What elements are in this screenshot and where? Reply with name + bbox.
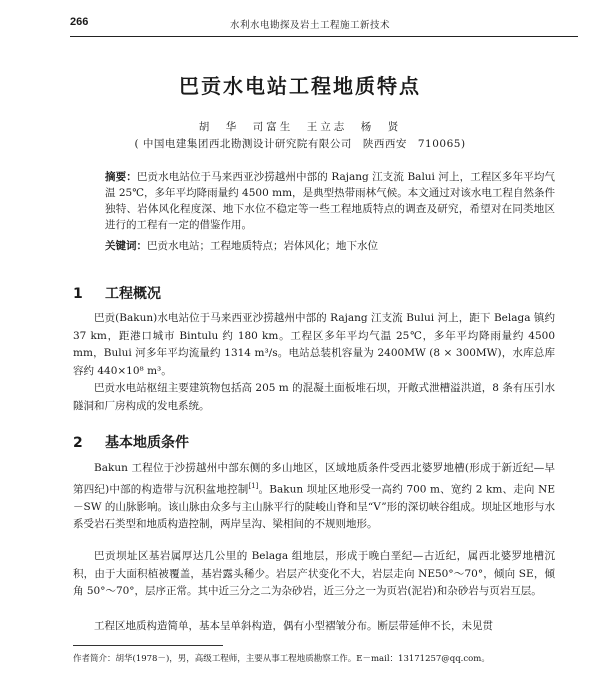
abstract bbox=[105, 169, 555, 233]
section-title: 工程概况 bbox=[105, 286, 161, 302]
affiliation: ( 中国电建集团西北勘测设计研究院有限公司 陕西西安 710065) bbox=[134, 138, 466, 150]
citation: [1] bbox=[248, 481, 259, 490]
author-footnote: 作者简介：胡华(1978－)，男，高级工程师，主要从事工程地质勘察工作。E－mail：13171257@qq.com。 bbox=[73, 654, 490, 664]
abstract-label: 摘要： bbox=[105, 171, 137, 183]
keywords-label: 关键词： bbox=[105, 240, 147, 252]
page-header bbox=[70, 14, 578, 37]
page-number: 266 bbox=[70, 16, 89, 28]
section-title: 基本地质条件 bbox=[105, 435, 189, 451]
keywords bbox=[105, 238, 555, 254]
paragraph: 工程区地质构造简单，基本呈单斜构造，偶有小型褶皱分布。断层带延伸不长，未见贯 bbox=[94, 620, 493, 632]
paragraph bbox=[73, 460, 555, 534]
footnote-divider bbox=[73, 645, 223, 646]
authors: 胡 华 司富生 王立志 杨 贤 bbox=[198, 121, 402, 133]
paragraph: 巴贡水电站枢纽主要建筑物包括高 205 m 的混凝土面板堆石坝，开敞式泄槽溢洪道，8 条有压引水隧洞和厂房构成的发电系统。 bbox=[73, 382, 555, 412]
section-heading-2 bbox=[73, 432, 189, 452]
abstract-text: 巴贡水电站位于马来西亚沙捞越州中部的 Rajang 江支流 Balui 河上，工程区多年平均气温 25℃，多年平均降雨量约 4500 mm，是典型热带雨林气候。本文通过对该水电工程自然条件独特、岩体风化程度深、地下水位不稳定等一些工程地质特点的调查及研究，希望对在同类地区进行的工程有一定的借鉴作用。 bbox=[105, 171, 555, 231]
paragraph: 巴贡坝址区基岩属厚达几公里的 Belaga 组地层，形成于晚白垩纪—古近纪，属西北婆罗地槽沉积，由于大面积植被覆盖，基岩露头稀少。岩层产状变化不大，岩层走向 NE50°～70°，倾向 SE，倾角 50°～70°，层序正常。其中近三分之二为杂砂岩，近三分之一为页岩(泥岩)和杂砂岩与页岩互层。 bbox=[73, 550, 556, 597]
paragraph-text: Bakun 工程位于沙捞越州中部东侧的多山地区，区域地质条件受西北婆罗地槽(形成于新近纪—早第四纪)中部的构造带与沉积盆地控制 bbox=[73, 462, 555, 495]
paragraph: 巴贡(Bakun)水电站位于马来西亚沙捞越州中部的 Rajang 江支流 Bului 河上，距下 Belaga 镇约 37 km，距港口城市 Bintulu 约 180 km。工程区多年平均气温 25℃，多年平均降雨量约 4500 mm，Bului 河多年平均流量约 1314 m³/s。电站总装机容量为 2400MW (8 × 300MW)，水库总库容约 440×10⁸ m³。 bbox=[73, 312, 555, 377]
section-number: 1 bbox=[73, 286, 83, 302]
keywords-text: 巴贡水电站；工程地质特点；岩体风化；地下水位 bbox=[147, 240, 378, 252]
section-number: 2 bbox=[73, 435, 83, 451]
section-heading-1 bbox=[73, 283, 161, 303]
running-title: 水利水电勘探及岩土工程施工新技术 bbox=[230, 20, 391, 31]
article-title: 巴贡水电站工程地质特点 bbox=[179, 74, 421, 98]
paragraph-text-tail: 。Bakun 坝址区地形受一高约 700 m、宽约 2 km、走向 NE－SW 的山脉影响。该山脉由众多与主山脉平行的陡峻山脊和呈“V”形的深切峡谷组成。坝址区地形与水系受岩石类型和地质构造控制，两岸呈沟、梁相间的不规则地形。 bbox=[73, 483, 555, 530]
